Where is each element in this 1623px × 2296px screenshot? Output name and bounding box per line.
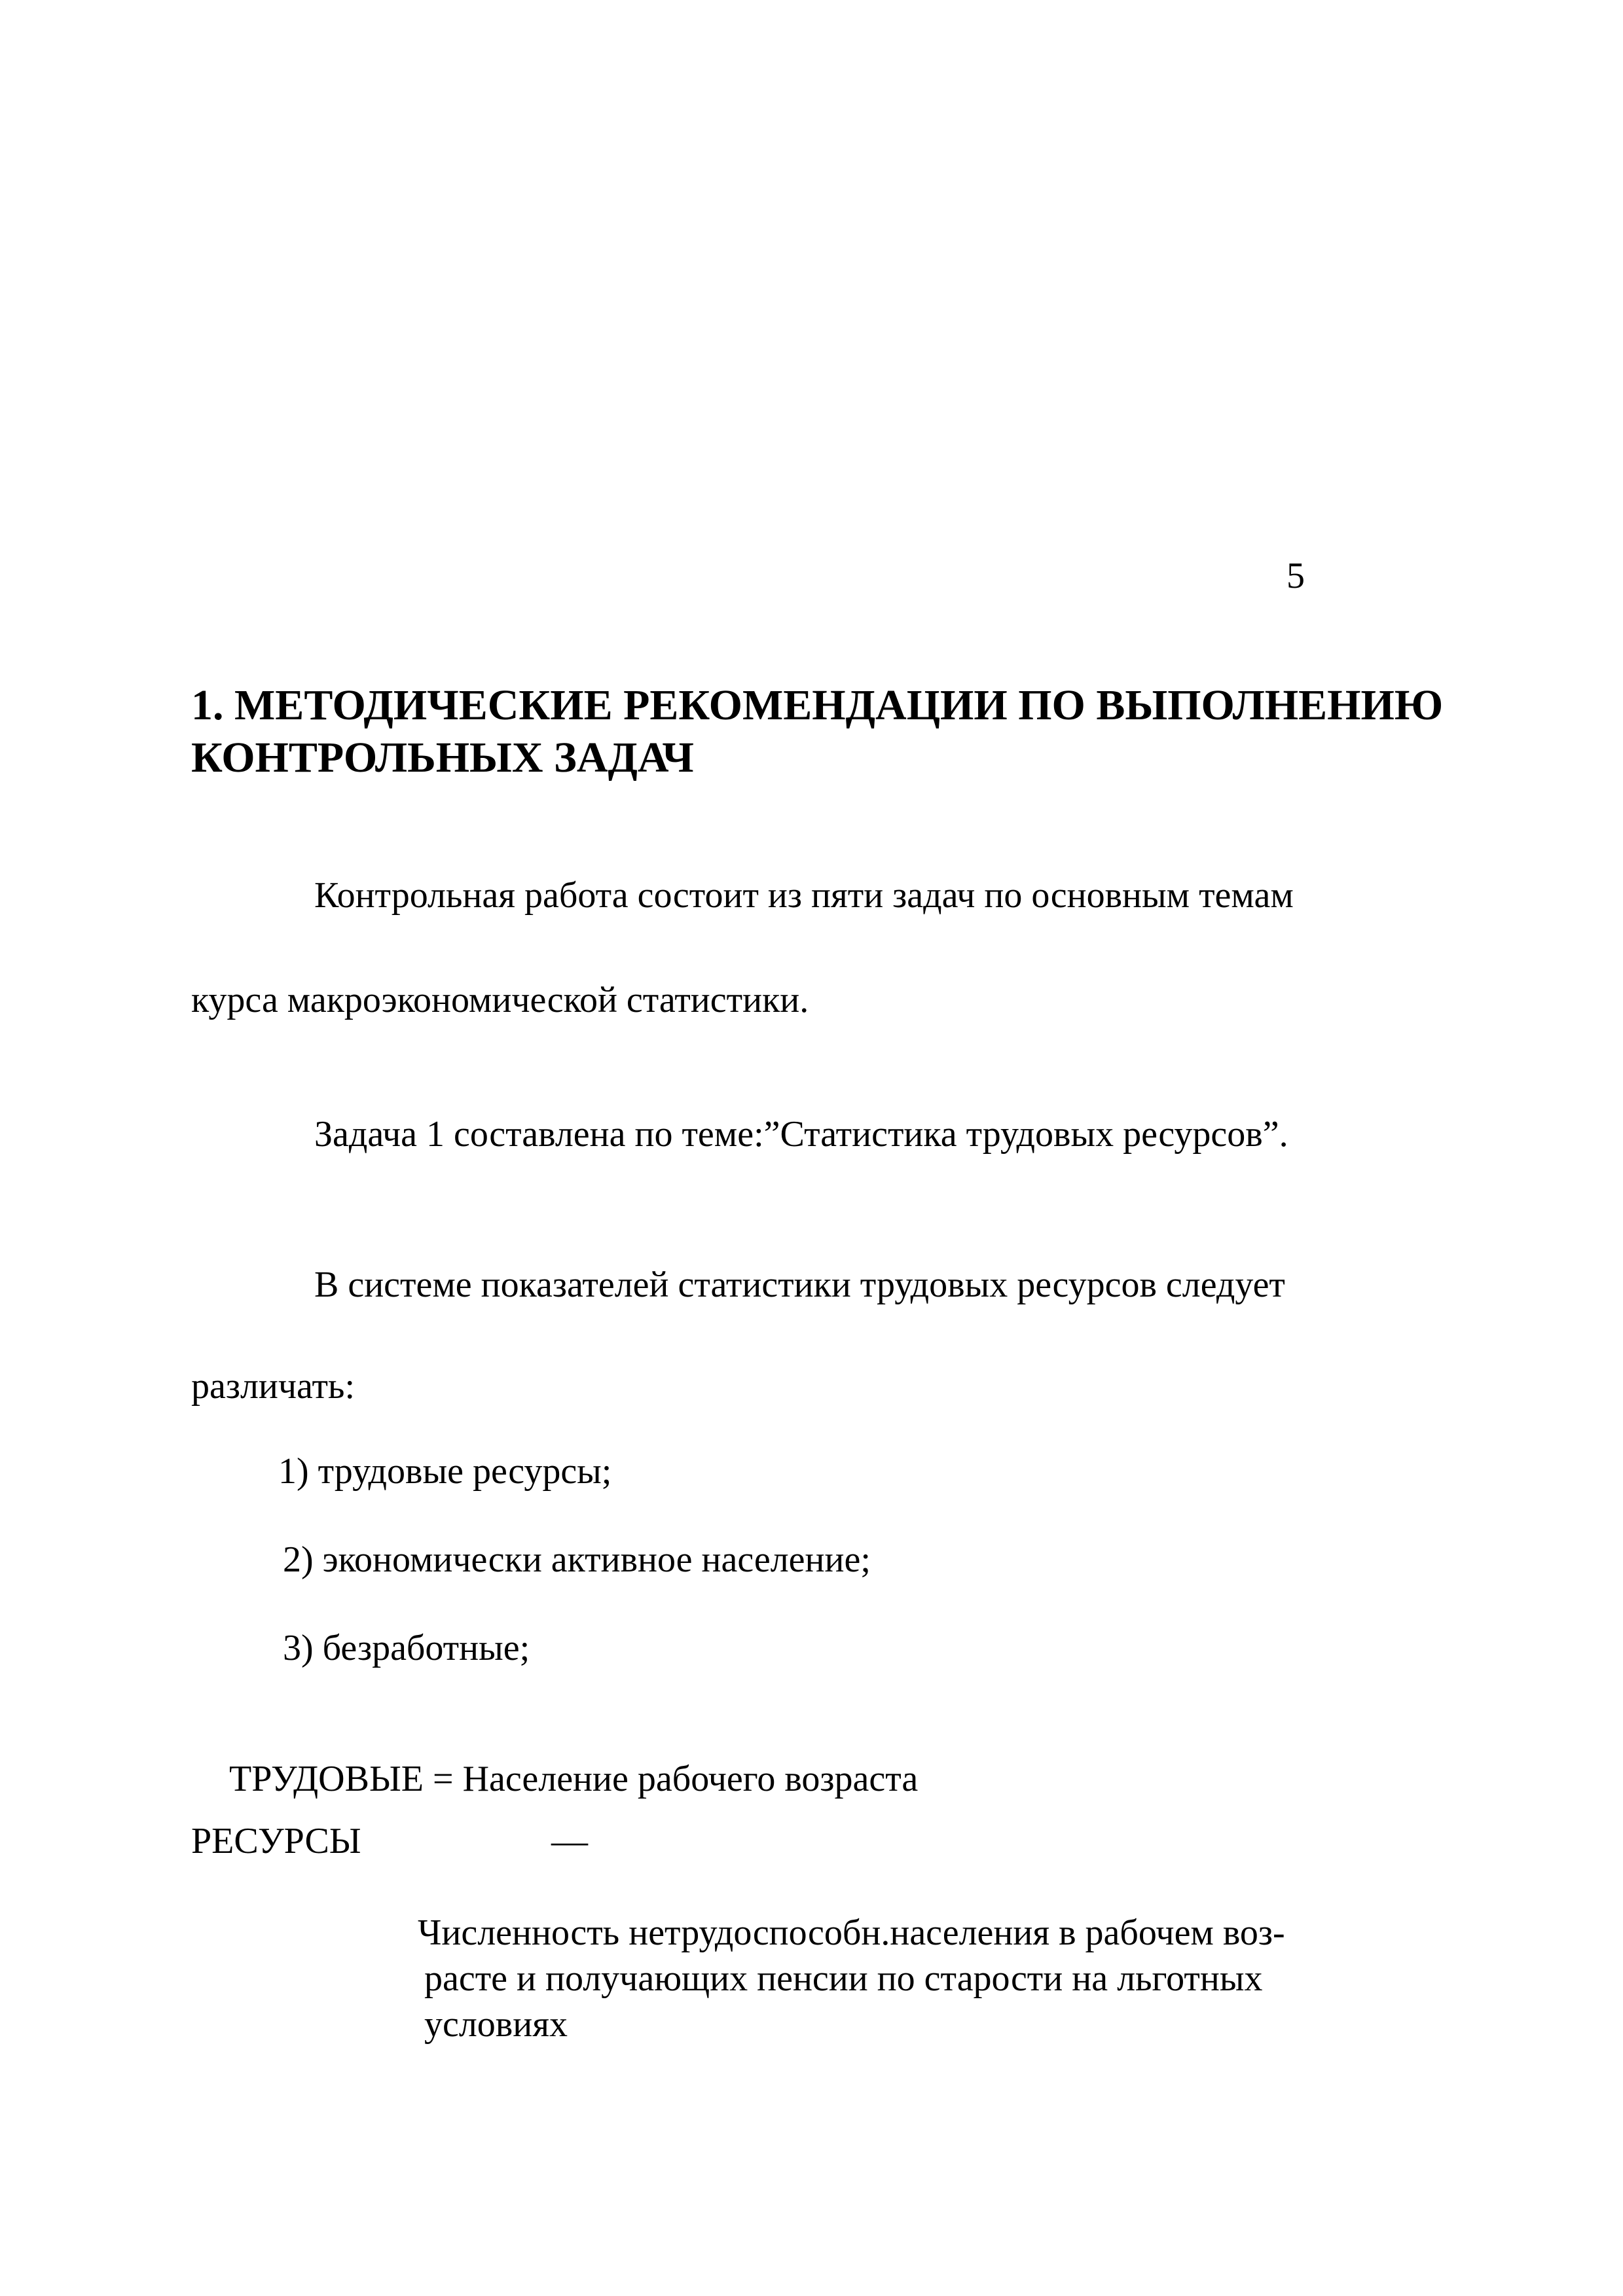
page-number: 5: [1286, 556, 1305, 596]
formula-label-resources: РЕСУРСЫ: [191, 1821, 361, 1861]
formula-line-1: ТРУДОВЫЕ = Население рабочего возраста: [229, 1759, 919, 1799]
formula-note-line-3: условиях: [424, 2004, 568, 2045]
paragraph-intro-line-1: Контрольная работа состоит из пяти задач по основным темам: [314, 875, 1294, 916]
list-item: 1) трудовые ресурсы;: [278, 1451, 612, 1492]
section-heading-line-1: 1. МЕТОДИЧЕСКИЕ РЕКОМЕНДАЦИИ ПО ВЫПОЛНЕНИЮ: [191, 681, 1444, 729]
formula-note-line-1: Численность нетрудоспособн.населения в рабочем воз-: [418, 1912, 1285, 1953]
paragraph-indicators-line-2: различать:: [191, 1366, 356, 1407]
formula-minus-dash: —: [551, 1821, 588, 1861]
paragraph-intro-line-2: курса макроэкономической статистики.: [191, 980, 809, 1020]
section-heading-line-2: КОНТРОЛЬНЫХ ЗАДАЧ: [191, 734, 694, 781]
paragraph-indicators-line-1: В системе показателей статистики трудовых ресурсов следует: [314, 1265, 1285, 1305]
list-item: 3) безработные;: [283, 1628, 530, 1668]
list-item: 2) экономически активное население;: [283, 1539, 871, 1580]
paragraph-task-1: Задача 1 составлена по теме:”Статистика трудовых ресурсов”.: [314, 1114, 1288, 1155]
formula-note-line-2: расте и получающих пенсии по старости на льготных: [424, 1958, 1263, 1999]
